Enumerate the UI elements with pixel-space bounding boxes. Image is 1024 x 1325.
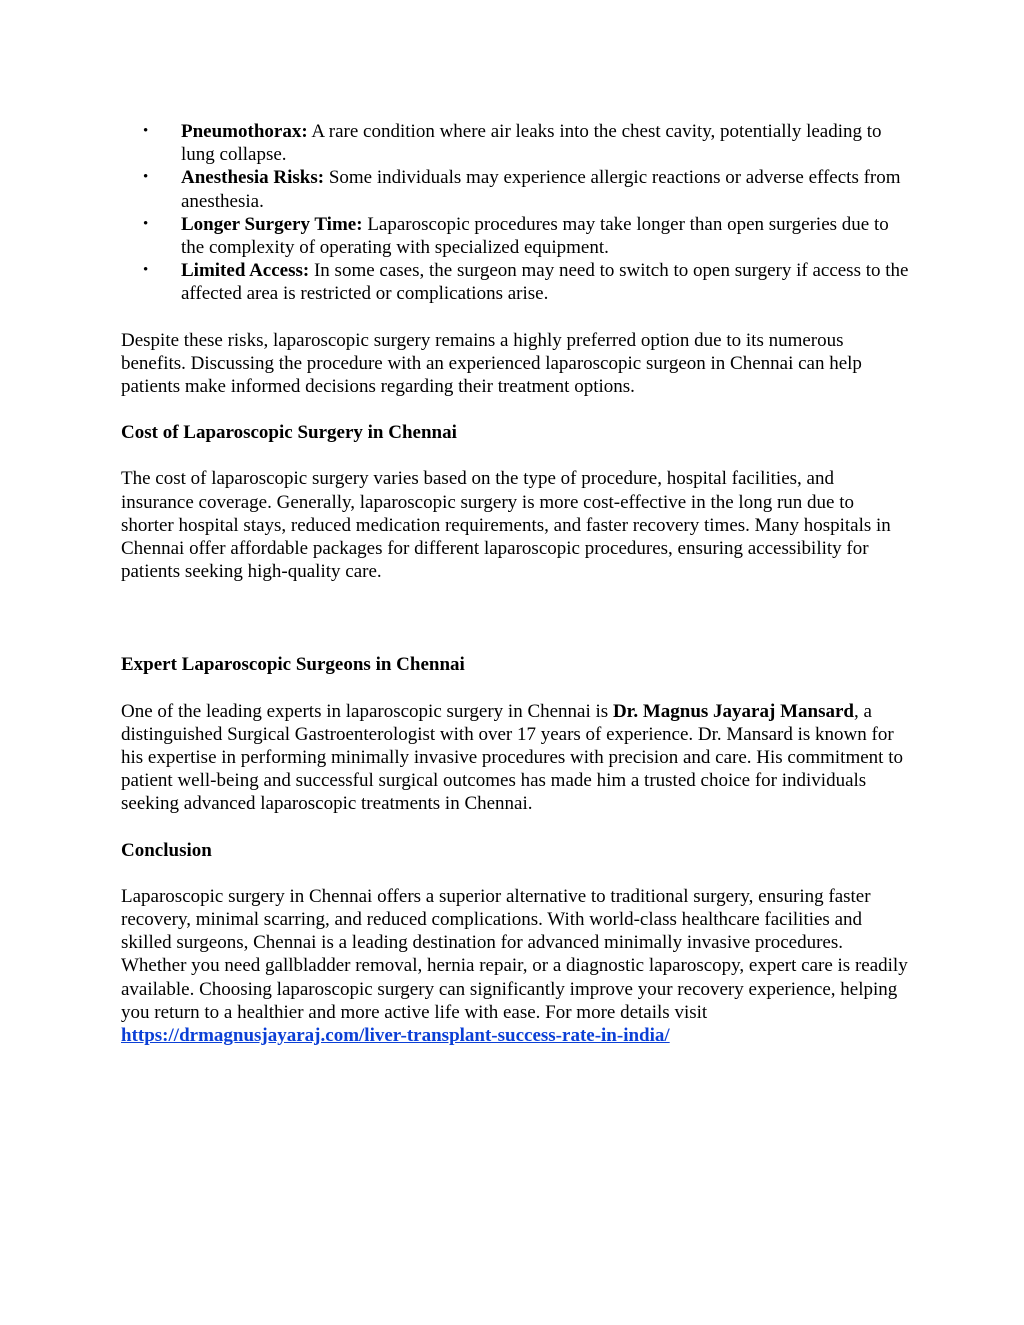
- experts-text-end: , a distinguished Surgical Gastroenterologist with over 17 years of experience. Dr. Mansard is known for his expertise in performing minimally invasive procedures with precision and care. His commitment to patient well-being and successful surgical outcomes has made him a trusted choice for individuals seeking advanced laparoscopic treatments in Chennai.: [121, 700, 903, 815]
- experts-paragraph: [121, 700, 911, 816]
- bullet-text: Some individuals may experience allergic reactions or adverse effects from anesthesia.: [181, 167, 901, 212]
- cost-paragraph: The cost of laparoscopic surgery varies based on the type of procedure, hospital facilities, and insurance coverage. Generally, laparoscopic surgery is more cost-effective in the long run due to shorter hospital stays, reduced medication requirements, and faster recovery times. Many hospitals in Chennai offer affordable packages for different laparoscopic procedures, ensuring accessibility for patients seeking high-quality care.: [121, 468, 891, 583]
- bullet-term: Pneumothorax:: [181, 121, 308, 142]
- list-item: [121, 213, 911, 259]
- bullet-term: Limited Access:: [181, 260, 310, 282]
- risks-summary-paragraph: Despite these risks, laparoscopic surgery remains a highly preferred option due to its numerous benefits. Discussing the procedure with an experienced laparoscopic surgeon in Chennai can help patients make informed decisions regarding their treatment options.: [121, 329, 862, 398]
- cost-heading: Cost of Laparoscopic Surgery in Chennai: [121, 422, 457, 444]
- bullet-text: Laparoscopic procedures may take longer than open surgeries due to the complexity of operating with specialized equipment.: [181, 213, 889, 259]
- bullet-icon: •: [143, 123, 149, 139]
- doctor-name: Dr. Magnus Jayaraj Mansard: [612, 700, 854, 722]
- conclusion-text: Laparoscopic surgery in Chennai offers a superior alternative to traditional surgery, ensuring faster recovery, minimal scarring, and reduced complications. With world-class healthcare facilities and skilled surgeons, Chennai is a leading destination for advanced minimally invasive procedures. Whether you need gallbladder removal, hernia repair, or a diagnostic laparoscopy, expert care is readily available. Choosing laparoscopic surgery can significantly improve your recovery experience, helping you return to a healthier and more active life with ease. For more details visit: [121, 885, 908, 1023]
- bullet-icon: •: [143, 262, 149, 279]
- bullet-term: Longer Surgery Time:: [181, 213, 363, 235]
- conclusion-paragraph: [121, 885, 911, 1047]
- list-item: [121, 259, 911, 305]
- bullet-text: In some cases, the surgeon may need to switch to open surgery if access to the affected area is restricted or complications arise.: [181, 260, 909, 305]
- bullet-text: A rare condition where air leaks into the chest cavity, potentially leading to lung collapse.: [181, 121, 882, 166]
- document-page: [121, 120, 911, 1047]
- details-link[interactable]: https://drmagnusjayaraj.com/liver-transplant-success-rate-in-india/: [121, 1025, 670, 1047]
- experts-text-start: One of the leading experts in laparoscopic surgery in Chennai is: [121, 700, 613, 722]
- bullet-term: Anesthesia Risks:: [181, 167, 325, 189]
- experts-heading: Expert Laparoscopic Surgeons in Chennai: [121, 654, 465, 676]
- list-item: [121, 120, 911, 166]
- risk-bullet-list: [121, 120, 911, 306]
- bullet-icon: •: [143, 215, 149, 232]
- list-item: [121, 166, 911, 212]
- bullet-icon: •: [143, 169, 149, 186]
- conclusion-heading: Conclusion: [121, 839, 212, 861]
